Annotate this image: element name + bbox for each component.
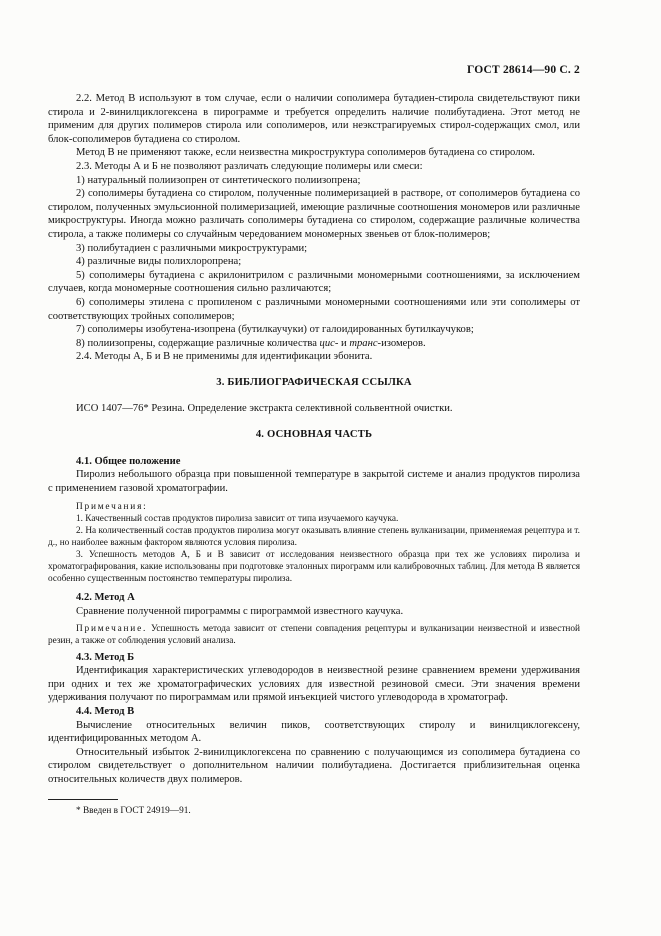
method-a-note: Примечание. Успешность метода зависит от степени совпадения рецептуры и вулканизации неизвестной и известной резин, а также от соблюдения условий анализа. (48, 623, 580, 646)
list-item: 8) полиизопрены, содержащие различные количества цис- и транс-изомеров. (76, 337, 426, 349)
subsection-4-2-title: 4.2. Метод А (76, 592, 135, 604)
list-item: 1) натуральный полиизопрен от синтетического полиизопрена; (76, 174, 361, 186)
list-item: 6) сополимеры этилена с пропиленом с различными мономерными соотношениями или эти сополимеры от соответствующих тройных сополимеров; (48, 296, 580, 322)
page-header: ГОСТ 28614—90 С. 2 (467, 64, 580, 76)
subsection-4-2-text: Сравнение полученной пирограммы с пирограммой известного каучука. (76, 606, 404, 618)
note-item: 2. На количественный состав продуктов пиролиза могут оказывать влияние степень вулканизации, применяемая рецептура и т. д., но наиболее важным фактором являются условия пиролиза. (48, 526, 580, 549)
list-item: 5) сополимеры бутадиена с акрилонитрилом с различными мономерными соотношениями, за исключением случаев, когда мономерные соотношения сильно различаются; (48, 269, 580, 295)
subsection-4-4-text: Вычисление относительных величин пиков, соответствующих стиролу и винилциклогексену, идентифицированных методом А. (48, 719, 580, 745)
section-4-title: 4. ОСНОВНАЯ ЧАСТЬ (255, 429, 373, 441)
paragraph-2-3: 2.3. Методы А и Б не позволяют различать следующие полимеры или смеси: (76, 160, 423, 172)
bibliographic-reference: ИСО 1407—76* Резина. Определение экстракта селективной сольвентной очистки. (76, 403, 453, 415)
document-body (48, 92, 580, 818)
list-item: 7) сополимеры изобутена-изопрена (бутилкаучуки) от галоидированных бутилкаучуков; (76, 324, 474, 336)
paragraph-2-4: 2.4. Методы А, Б и В не применимы для идентификации эбонита. (76, 351, 373, 363)
subsection-4-3-title: 4.3. Метод Б (76, 651, 135, 663)
subsection-4-3-text: Идентификация характеристических углеводородов в неизвестной резине сравнением времени удерживания при одних и тех же хроматографических условиях для известной резиновой смеси. Эти значения времени удерживания получают по пирограммам или прямой инъекцией чистого углеводорода в хроматограф. (48, 665, 580, 704)
notes-title: Примечания: (76, 502, 148, 513)
section-3-title: 3. БИБЛИОГРАФИЧЕСКАЯ ССЫЛКА (216, 376, 412, 388)
list-item: 3) полибутадиен с различными микроструктурами; (76, 242, 308, 254)
footnote: * Введен в ГОСТ 24919—91. (76, 805, 191, 816)
note-item: 1. Качественный состав продуктов пиролиза зависит от типа изучаемого каучука. (76, 514, 399, 525)
paragraph-method-v: Метод В не применяют также, если неизвестна микроструктура сополимеров бутадиена со стиролом. (76, 147, 535, 159)
list-item: 2) сополимеры бутадиена со стиролом, полученные полимеризацией в растворе, от сополимеров бутадиена со стиролом, полученных эмульсионной полимеризацией, имеющие различные соотношения мономеров или различные микроструктуры. Иногда можно различать сополимеры бутадиена со стиролом, содержащие различные количества стирола, а также полимеры со случайным чередованием мономерных звеньев от блок-полимеров; (48, 188, 580, 240)
subsection-4-4-text-2: Относительный избыток 2-винилциклогексена по сравнению с получающимся из сополимера бутадиена со стиролом свидетельствует о дополнительном наличии полибутадиена. Достигается приблизительная оценка относительных количеств двух полимеров. (48, 746, 580, 785)
paragraph-2-2: 2.2. Метод В используют в том случае, если о наличии сополимера бутадиен-стирола свидетельствуют пики стирола и 2-винилциклогексена в пирограмме и требуется определить наличие полибутадиена. Этот метод не применим для других полимеров стирола или сополимеров, или неэкстрагируемых стирол-содержащих смол, или блок-сополимеров бутадиена со стиролом. (48, 93, 580, 145)
subsection-4-1-text: Пиролиз небольшого образца при повышенной температуре в закрытой системе и анализ продуктов пиролиза с применением газовой хроматографии. (48, 469, 580, 494)
footnote-divider (48, 799, 118, 800)
list-item: 4) различные виды полихлоропрена; (76, 256, 242, 268)
note-item: 3. Успешность методов А, Б и В зависит от исследования неизвестного образца при тех же условиях пиролиза и хроматографирования, какие использованы при подготовке эталонных пирограмм или калибровочных таблиц. Для метода В является особенно существенным постоянство температуры пиролиза. (48, 550, 580, 585)
subsection-4-4-title: 4.4. Метод В (76, 706, 135, 717)
subsection-4-1-title: 4.1. Общее положение (76, 455, 181, 467)
